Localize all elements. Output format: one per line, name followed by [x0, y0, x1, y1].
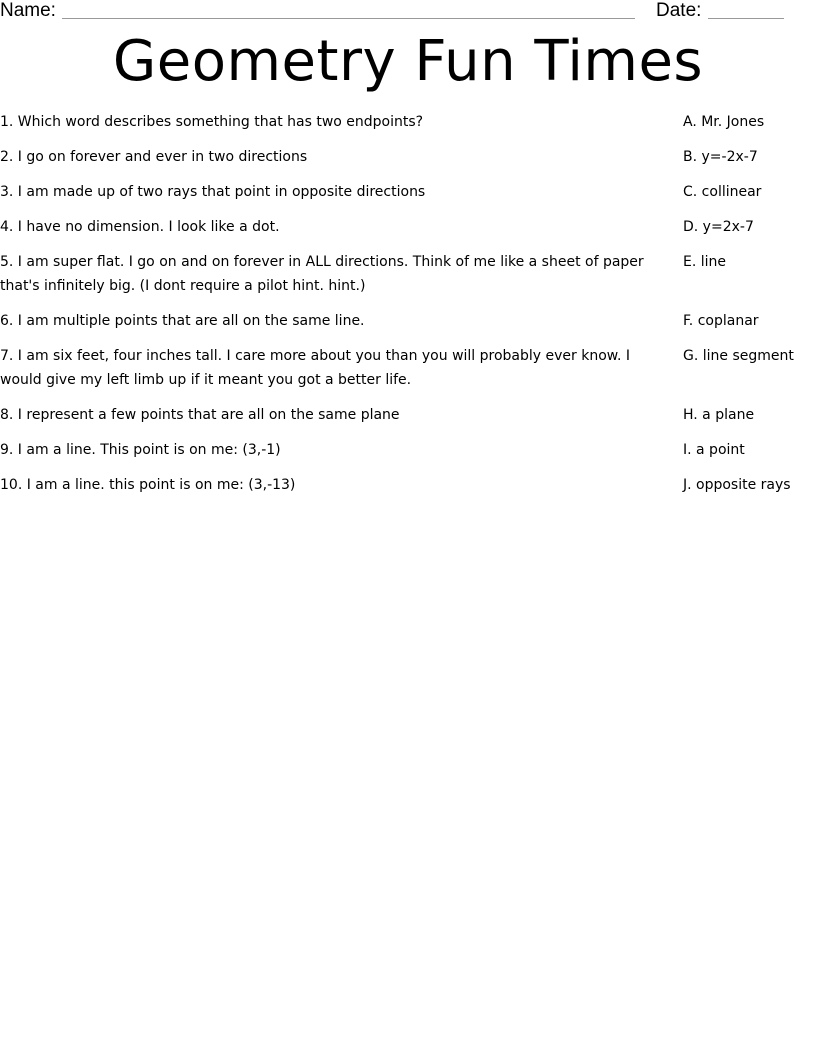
- page-title: Geometry Fun Times: [112, 29, 704, 94]
- answer-option: B. y=-2x-7: [683, 149, 758, 165]
- answer-option: A. Mr. Jones: [683, 114, 765, 130]
- date-label: Date:: [656, 0, 702, 21]
- answer-option: D. y=2x-7: [683, 219, 754, 235]
- question-text: 8. I represent a few points that are all on the same plane: [0, 407, 400, 423]
- answer-option: G. line segment: [683, 348, 794, 364]
- question-text: 6. I am multiple points that are all on the same line.: [0, 313, 365, 329]
- question-text: 4. I have no dimension. I look like a dot.: [0, 219, 280, 235]
- name-label: Name:: [0, 0, 56, 21]
- name-field[interactable]: [62, 18, 635, 19]
- question-row: [0, 145, 816, 169]
- question-list: [0, 110, 816, 508]
- answer-option: F. coplanar: [683, 313, 759, 329]
- question-text: 7. I am six feet, four inches tall. I care more about you than you will probably ever know. I would give my left limb up if it meant you got a better life.: [0, 348, 630, 388]
- question-row: [0, 180, 816, 204]
- question-text: 10. I am a line. this point is on me: (3,-13): [0, 477, 296, 493]
- question-row: [0, 309, 816, 333]
- question-text: 3. I am made up of two rays that point in opposite directions: [0, 184, 426, 200]
- question-text: 9. I am a line. This point is on me: (3,-1): [0, 442, 281, 458]
- question-text: 2. I go on forever and ever in two directions: [0, 149, 308, 165]
- answer-option: J. opposite rays: [683, 477, 791, 493]
- answer-option: E. line: [683, 254, 727, 270]
- question-text: 5. I am super flat. I go on and on forever in ALL directions. Think of me like a sheet of paper that's infinitely big. (I dont require a pilot hint. hint.): [0, 254, 644, 294]
- question-text: 1. Which word describes something that has two endpoints?: [0, 114, 424, 130]
- question-row: [0, 438, 816, 462]
- question-row: [0, 344, 816, 392]
- answer-option: I. a point: [683, 442, 745, 458]
- date-field[interactable]: [708, 18, 784, 19]
- worksheet-header: [0, 0, 816, 24]
- question-row: [0, 215, 816, 239]
- question-row: [0, 473, 816, 497]
- question-row: [0, 250, 816, 298]
- answer-option: H. a plane: [683, 407, 755, 423]
- question-row: [0, 403, 816, 427]
- answer-option: C. collinear: [683, 184, 762, 200]
- question-row: [0, 110, 816, 134]
